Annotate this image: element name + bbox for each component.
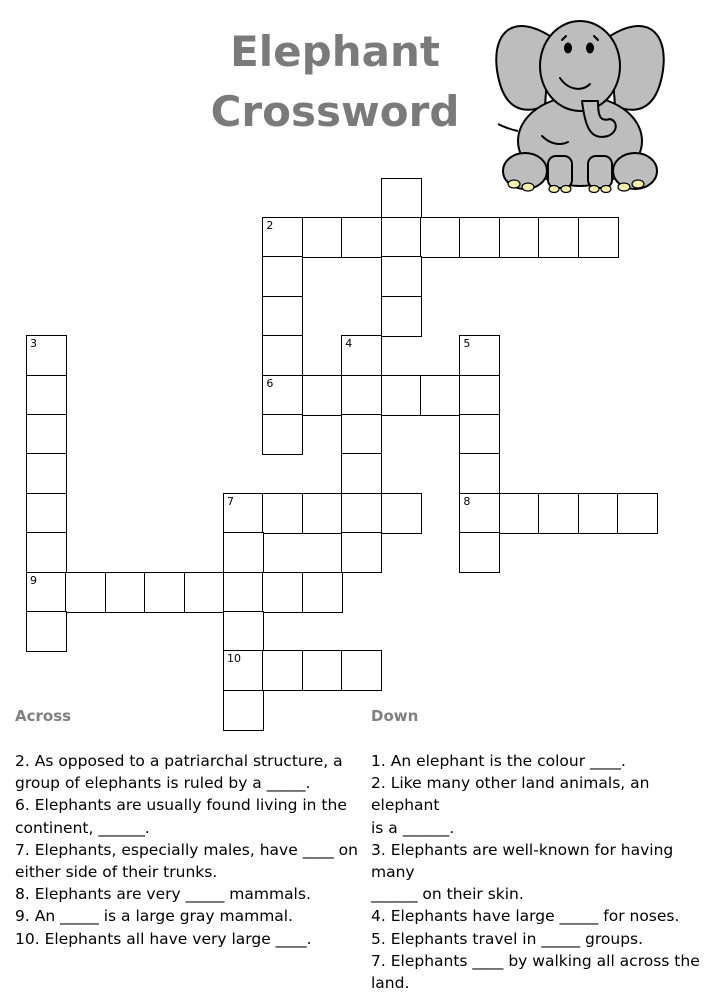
- crossword-cell[interactable]: [223, 572, 264, 613]
- crossword-cell[interactable]: [617, 493, 658, 534]
- down-clue-line: land.: [371, 974, 410, 993]
- crossword-cell[interactable]: [65, 572, 106, 613]
- down-heading: Down: [371, 707, 419, 725]
- down-clue-line: 7. Elephants ____ by walking all across the: [371, 951, 700, 970]
- crossword-cell[interactable]: [459, 414, 500, 455]
- crossword-cell[interactable]: [420, 217, 461, 258]
- crossword-cell-2[interactable]: [262, 217, 303, 258]
- across-clue-line: either side of their trunks.: [15, 863, 218, 882]
- crossword-cell-6[interactable]: [262, 375, 303, 416]
- crossword-cell[interactable]: [105, 572, 146, 613]
- crossword-cell[interactable]: [381, 296, 422, 337]
- crossword-cell[interactable]: [538, 217, 579, 258]
- crossword-cell[interactable]: [381, 493, 422, 534]
- down-clue-line: 3. Elephants are well-known for having many: [371, 840, 674, 882]
- crossword-cell-9[interactable]: [26, 572, 67, 613]
- crossword-cell[interactable]: [262, 414, 303, 455]
- crossword-cell[interactable]: [26, 611, 67, 652]
- crossword-cell-4[interactable]: [341, 335, 382, 376]
- across-heading: Across: [15, 707, 72, 725]
- down-clues: [371, 750, 716, 994]
- crossword-cell[interactable]: [381, 375, 422, 416]
- crossword-cell[interactable]: [538, 493, 579, 534]
- down-clue-line: 4. Elephants have large _____ for noses.: [371, 907, 680, 926]
- across-clue-line: 10. Elephants all have very large ____.: [15, 929, 312, 948]
- crossword-cell[interactable]: [262, 256, 303, 297]
- crossword-cell[interactable]: [459, 532, 500, 573]
- crossword-cell-8[interactable]: [459, 493, 500, 534]
- crossword-cell[interactable]: [381, 178, 422, 219]
- crossword-cell[interactable]: [223, 532, 264, 573]
- crossword-cell[interactable]: [144, 572, 185, 613]
- title-line-1: Elephant: [230, 27, 440, 76]
- across-clue-line: continent, ______.: [15, 818, 150, 837]
- crossword-cell[interactable]: [223, 611, 264, 652]
- crossword-cell[interactable]: [341, 493, 382, 534]
- crossword-cell[interactable]: [26, 532, 67, 573]
- title-line-2: Crossword: [210, 87, 460, 136]
- clue-number: 9: [30, 573, 37, 587]
- crossword-cell-7[interactable]: [223, 493, 264, 534]
- clue-number: 5: [463, 337, 471, 351]
- across-clue-line: 2. As opposed to a patriarchal structure, a: [15, 752, 343, 770]
- crossword-cell[interactable]: [341, 532, 382, 573]
- clue-number: 3: [30, 337, 37, 351]
- across-clue-line: 7. Elephants, especially males, have ____ on: [15, 840, 358, 859]
- crossword-cell[interactable]: [499, 493, 540, 534]
- crossword-cell[interactable]: [26, 375, 67, 416]
- clue-number: 2: [266, 219, 274, 232]
- down-clue-line: is a ______.: [371, 818, 455, 837]
- across-clues: [15, 750, 360, 950]
- crossword-cell[interactable]: [578, 217, 619, 258]
- crossword-cell[interactable]: [381, 256, 422, 297]
- crossword-cell[interactable]: [184, 572, 225, 613]
- crossword-cell[interactable]: [341, 414, 382, 455]
- crossword-cell[interactable]: [341, 453, 382, 494]
- crossword-cell[interactable]: [262, 296, 303, 337]
- crossword-cell-3[interactable]: [26, 335, 67, 376]
- crossword-cell[interactable]: [26, 453, 67, 494]
- crossword-cell[interactable]: [262, 493, 303, 534]
- crossword-cell[interactable]: [262, 572, 303, 613]
- crossword-cell[interactable]: [302, 650, 343, 691]
- crossword-cell[interactable]: [26, 414, 67, 455]
- crossword-cell[interactable]: [223, 690, 264, 731]
- clue-number: 4: [345, 337, 353, 351]
- down-clue-line: 1. An elephant is the colour ____.: [371, 752, 626, 770]
- crossword-cell-5[interactable]: [459, 335, 500, 376]
- down-clue-line: ______ on their skin.: [371, 885, 524, 904]
- across-clue-line: group of elephants is ruled by a _____.: [15, 774, 311, 793]
- crossword-cell[interactable]: [459, 375, 500, 416]
- crossword-cell[interactable]: [459, 217, 500, 258]
- crossword-cell[interactable]: [420, 375, 461, 416]
- crossword-cell[interactable]: [26, 493, 67, 534]
- crossword-cell[interactable]: [499, 217, 540, 258]
- clue-number: 8: [463, 494, 471, 508]
- clue-number: 10: [227, 652, 241, 666]
- crossword-cell-10[interactable]: [223, 650, 264, 691]
- clue-number: 7: [227, 494, 234, 508]
- crossword-cell[interactable]: [262, 650, 303, 691]
- crossword-cell[interactable]: [262, 335, 303, 376]
- down-clue-line: 2. Like many other land animals, an elephant: [371, 774, 650, 815]
- crossword-cell[interactable]: [302, 493, 343, 534]
- clue-number: 6: [266, 376, 274, 390]
- across-clue-line: 6. Elephants are usually found living in the: [15, 796, 347, 815]
- across-clue-line: 9. An _____ is a large gray mammal.: [15, 907, 294, 926]
- crossword-cell[interactable]: [302, 217, 343, 258]
- crossword-cell[interactable]: [341, 217, 382, 258]
- across-clue-line: 8. Elephants are very _____ mammals.: [15, 885, 311, 904]
- crossword-cell[interactable]: [302, 572, 343, 613]
- crossword-cell[interactable]: [381, 217, 422, 258]
- down-clue-line: 5. Elephants travel in _____ groups.: [371, 929, 644, 948]
- crossword-cell[interactable]: [578, 493, 619, 534]
- crossword-cell[interactable]: [302, 375, 343, 416]
- crossword-cell[interactable]: [341, 650, 382, 691]
- crossword-cell[interactable]: [341, 375, 382, 416]
- crossword-cell[interactable]: [459, 453, 500, 494]
